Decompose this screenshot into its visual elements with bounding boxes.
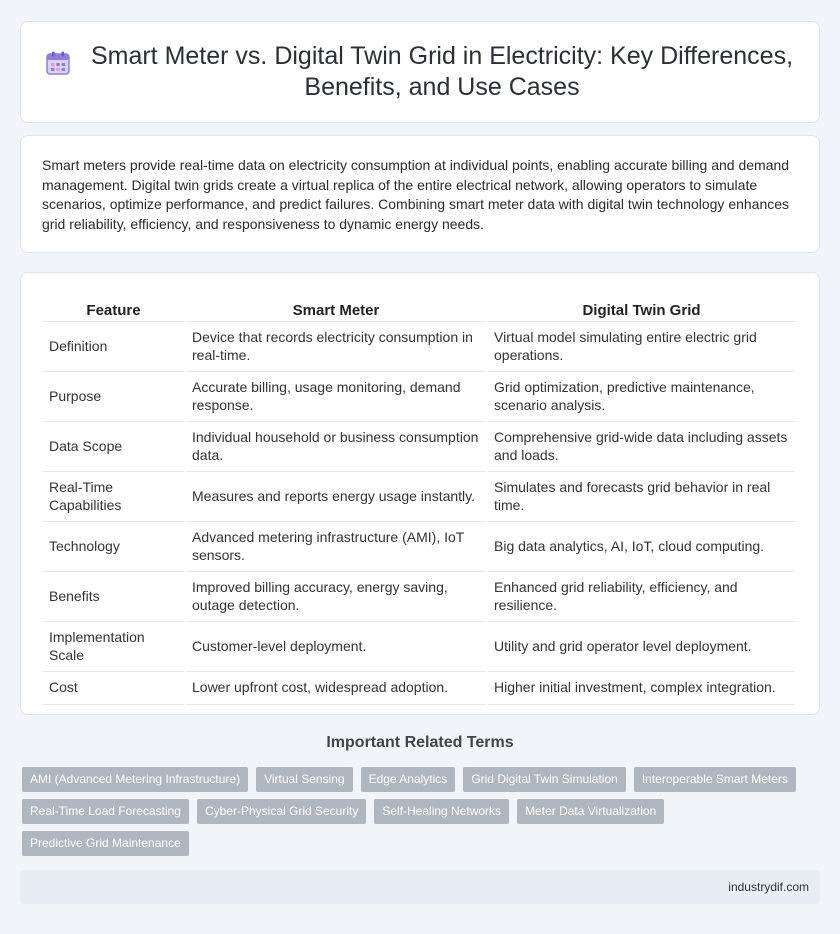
smart-meter-cell: Measures and reports energy usage instantly. [186,471,486,521]
page-title: Smart Meter vs. Digital Twin Grid in Electricity: Key Differences, Benefits, and Use Cases [90,42,794,101]
intro-paragraph: Smart meters provide real-time data on electricity consumption at individual points, enabling accurate billing and demand management. Digital twin grids create a virtual replica of the entire electrical network, allowing operators to simulate scenarios, optimize performance, and predict failures. Combining smart meter data with digital twin technology enhances grid reliability, efficiency, and responsiveness to dynamic energy needs. [42,157,790,232]
feature-cell: Data Scope [43,421,184,471]
table-row [43,321,795,371]
related-terms-heading: Important Related Terms [326,734,514,751]
related-term-tag[interactable]: Virtual Sensing [256,767,353,792]
feature-cell: Cost [43,671,184,705]
related-term-tag[interactable]: AMI (Advanced Metering Infrastructure) [22,767,248,792]
footer [20,870,820,904]
feature-cell: Benefits [43,571,184,621]
calendar-icon [45,50,71,76]
digital-twin-cell: Utility and grid operator level deployment. [488,621,795,671]
smart-meter-cell: Improved billing accuracy, energy saving, outage detection. [186,571,486,621]
related-term-tag[interactable]: Grid Digital Twin Simulation [463,767,626,792]
intro-card [20,135,820,253]
smart-meter-cell: Advanced metering infrastructure (AMI), IoT sensors. [186,521,486,571]
table-row [43,621,795,671]
digital-twin-cell: Grid optimization, predictive maintenance, scenario analysis. [488,371,795,421]
table-header-row [43,293,795,321]
related-term-tag[interactable]: Self-Healing Networks [374,799,509,824]
digital-twin-cell: Big data analytics, AI, IoT, cloud computing. [488,521,795,571]
digital-twin-cell: Higher initial investment, complex integration. [488,671,795,705]
digital-twin-cell: Comprehensive grid-wide data including assets and loads. [488,421,795,471]
table-row [43,671,795,705]
feature-cell: Implementation Scale [43,621,184,671]
related-term-tag[interactable]: Edge Analytics [361,767,456,792]
header-feature: Feature [86,302,141,319]
digital-twin-cell: Enhanced grid reliability, efficiency, and resilience. [488,571,795,621]
smart-meter-cell: Customer-level deployment. [186,621,486,671]
related-term-tag[interactable]: Interoperable Smart Meters [634,767,796,792]
smart-meter-cell: Device that records electricity consumption in real-time. [186,321,486,371]
table-row [43,371,795,421]
feature-cell: Technology [43,521,184,571]
digital-twin-cell: Virtual model simulating entire electric grid operations. [488,321,795,371]
related-term-tag[interactable]: Meter Data Virtualization [517,799,664,824]
related-term-tag[interactable]: Cyber-Physical Grid Security [197,799,366,824]
related-term-tag[interactable]: Real-Time Load Forecasting [22,799,189,824]
feature-cell: Purpose [43,371,184,421]
feature-cell: Real-Time Capabilities [43,471,184,521]
feature-cell: Definition [43,321,184,371]
table-row [43,471,795,521]
comparison-table [41,293,797,705]
comparison-card [20,272,820,715]
header-smart-meter: Smart Meter [292,302,380,319]
related-terms-list [22,767,812,863]
table-row [43,521,795,571]
digital-twin-cell: Simulates and forecasts grid behavior in real time. [488,471,795,521]
related-term-tag[interactable]: Predictive Grid Maintenance [22,831,189,856]
title-card [20,21,820,123]
table-row [43,571,795,621]
footer-site-link[interactable]: industrydif.com [728,880,809,894]
smart-meter-cell: Lower upfront cost, widespread adoption. [186,671,486,705]
smart-meter-cell: Accurate billing, usage monitoring, demand response. [186,371,486,421]
smart-meter-cell: Individual household or business consumption data. [186,421,486,471]
header-digital-twin-grid: Digital Twin Grid [582,302,701,319]
table-row [43,421,795,471]
